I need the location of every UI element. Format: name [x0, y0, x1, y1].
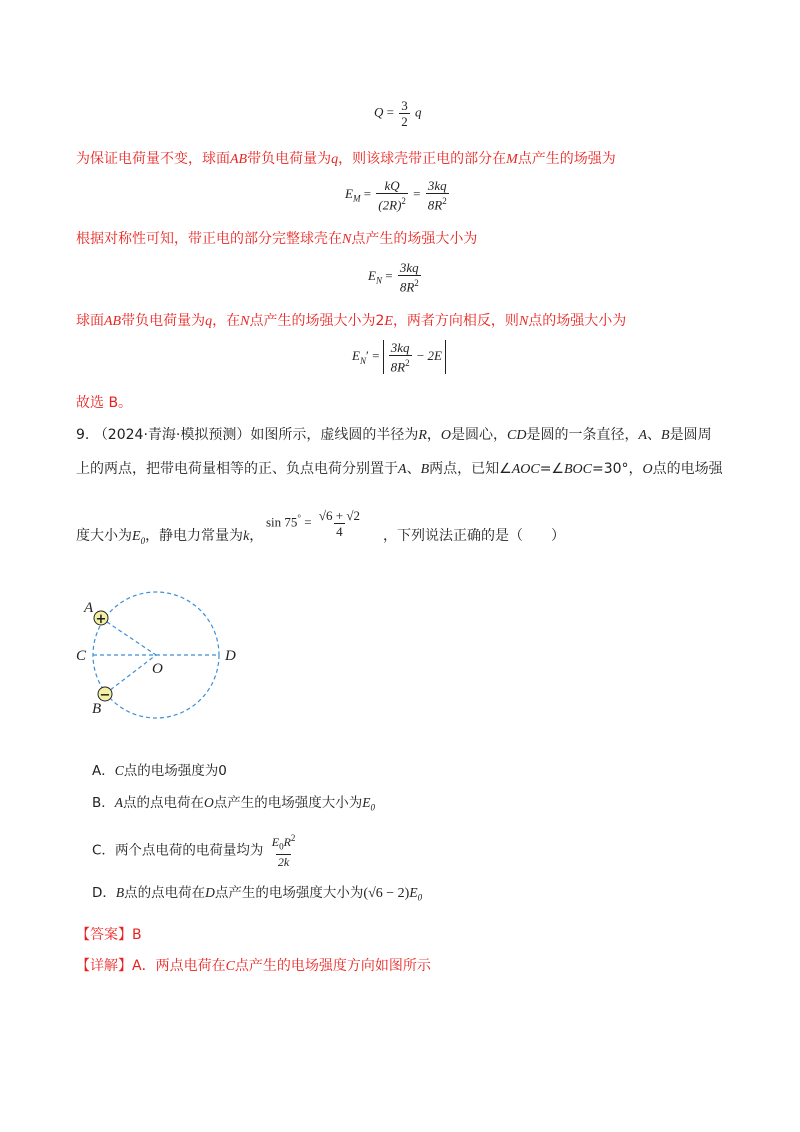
- sine-formula: sin 75° = $\frac{√6 + √2}{4}$: [266, 508, 360, 539]
- equation-en: $E_N$ = $\frac{3kq}{8R^2}$: [368, 260, 419, 295]
- radius-oa: [101, 618, 156, 655]
- fraction: $\frac{3}{2}$: [401, 98, 408, 129]
- solution-conclusion: 故选 B。: [76, 395, 133, 411]
- label-b: B: [92, 701, 102, 717]
- question-number: 9.: [76, 427, 90, 443]
- solution-paragraph-1: 为保证电荷量不变，球面AB带负电荷量为q，则该球壳带正电的部分在M点产生的场强为: [76, 151, 616, 167]
- option-c[interactable]: C．两个点电荷的电荷量均为 $\frac{E_0R^2}{2k}$: [92, 833, 296, 870]
- fraction: $\frac{E_0R^2}{2k}$: [271, 833, 296, 870]
- equation-en-prime: $E_N'$ = $\frac{3kq}{8R^2}$ − 2E: [352, 340, 446, 374]
- option-b[interactable]: B．A点的点电荷在O点产生的电场强度大小为$E_0$: [92, 795, 376, 813]
- eq-equals: =: [386, 104, 394, 120]
- detail-tag: 【详解】: [76, 958, 132, 974]
- circle-figure: [70, 590, 250, 730]
- eq-var: Q: [374, 104, 384, 120]
- answer-value: B: [132, 927, 142, 943]
- label-c: C: [76, 648, 87, 664]
- plus-sign: +: [95, 612, 107, 627]
- solution-paragraph-2: 根据对称性可知，带正电的部分完整球壳在N点产生的场强大小为: [76, 231, 478, 247]
- detail-line: 【详解】A．两点电荷在C点产生的电场强度方向如图所示: [76, 958, 431, 974]
- eq-var: q: [414, 104, 422, 120]
- question-line-3: 度大小为$E_0$，静电力常量为k，: [76, 528, 264, 546]
- label-d: D: [225, 648, 236, 664]
- option-d[interactable]: D．B点的点电荷在D点产生的电场强度大小为$(√6 - 2)E_0$: [92, 885, 423, 903]
- question-line-1: 9. （2024·青海·模拟预测）如图所示，虚线圆的半径为R，O是圆心，CD是圆的一条直径，A、B是圆周: [76, 427, 712, 443]
- absolute-value: $\frac{3kq}{8R^2}$ − 2E: [383, 340, 446, 374]
- question-source: （2024·青海·模拟预测）: [93, 427, 251, 443]
- radius-ob: [105, 655, 156, 694]
- answer-tag: 【答案】: [76, 927, 132, 943]
- label-a: A: [84, 600, 94, 616]
- solution-paragraph-3: 球面AB带负电荷量为q，在N点产生的场强大小为2E，两者方向相反，则N点的场强大小为: [76, 313, 627, 329]
- equation-q: [374, 98, 421, 129]
- minus-sign: −: [99, 688, 111, 703]
- option-a[interactable]: A．C点的电场强度为0: [92, 763, 227, 779]
- label-o: O: [152, 661, 163, 677]
- question-line-2: 上的两点，把带电荷量相等的正、负点电荷分别置于A、B两点，已知∠AOC=∠BOC=30°，O点的电场强: [76, 461, 723, 477]
- answer-line: [76, 925, 142, 945]
- equation-em: $E_M$ = $\frac{kQ}{(2R)^2}$ = $\frac{3kq}{8R^2}$: [345, 178, 447, 213]
- question-line-3-tail: ，下列说法正确的是（ ）: [383, 528, 565, 544]
